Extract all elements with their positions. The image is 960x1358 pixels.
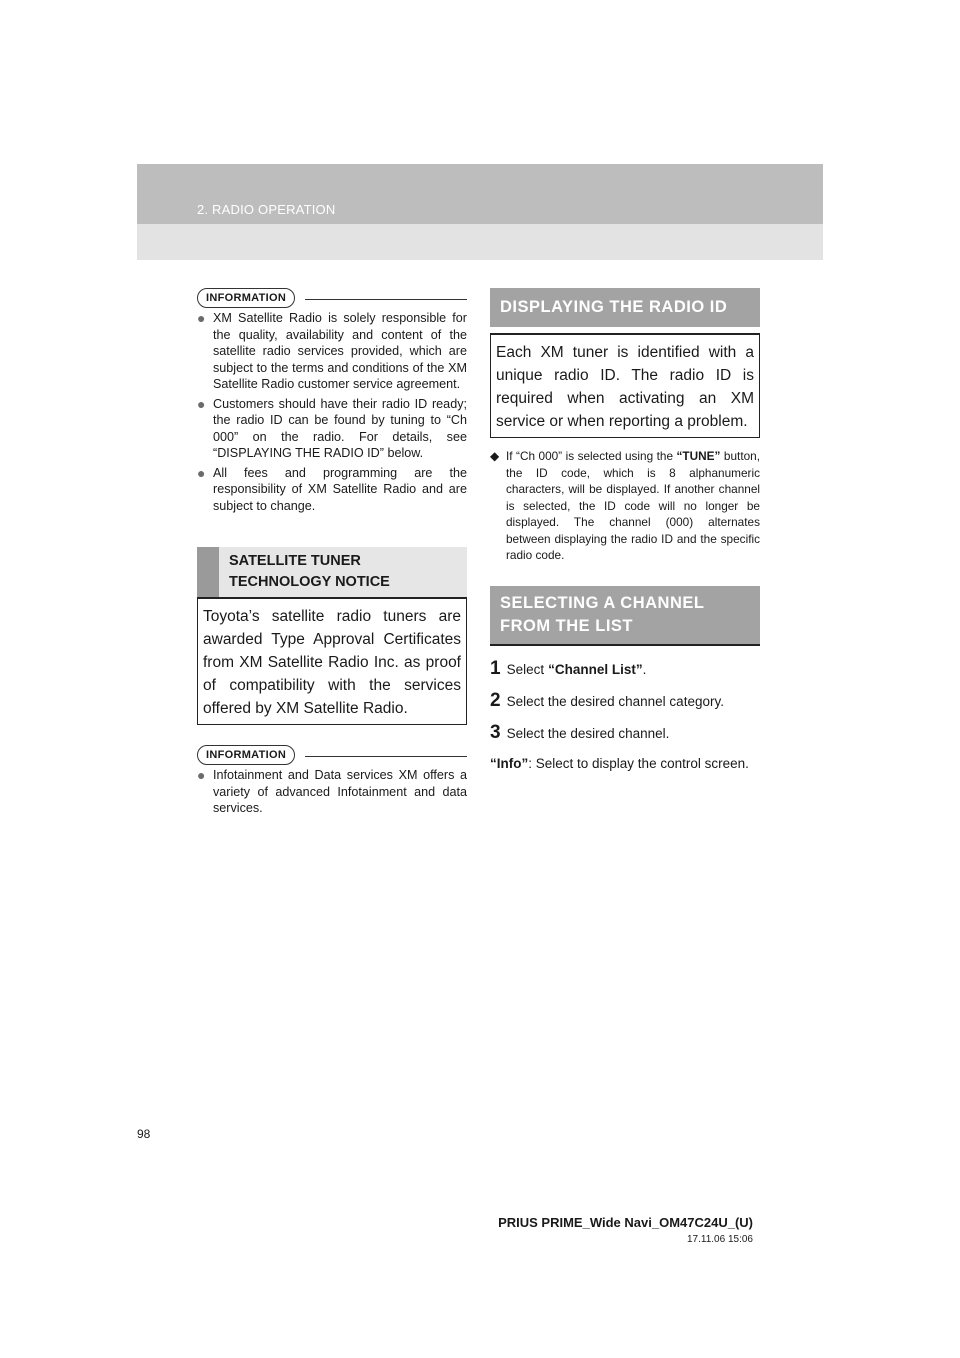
- heading-rule: [490, 644, 760, 646]
- information-rule: [305, 756, 467, 757]
- list-item: ● XM Satellite Radio is solely responsible for the quality, availability and content of the satellite radio services provided, which are subject to the terms and conditions of the XM Satellite Radio customer service agreement.: [197, 310, 467, 391]
- information-box-1: [197, 288, 467, 514]
- radio-id-intro: Each XM tuner is identified with a unique radio ID. The radio ID is required when activating an XM service or when reporting a problem.: [490, 333, 760, 438]
- info-description: “Info”: Select to display the control screen.: [490, 755, 749, 771]
- notice-title-line1: SATELLITE TUNER: [229, 553, 361, 569]
- bullet-icon: ●: [197, 395, 206, 412]
- step-2: 2 Select the desired channel category.: [490, 689, 724, 711]
- list-item: ● All fees and programming are the responsibility of XM Satellite Radio and are subject to change.: [197, 464, 467, 513]
- right-column: [490, 288, 760, 774]
- information-list: [197, 310, 467, 514]
- bullet-icon: ●: [197, 310, 206, 326]
- list-item: ● Customers should have their radio ID ready; the radio ID can be found by tuning to “Ch 000” on the radio. For details, see “DISPLAYING THE RADIO ID” below.: [197, 395, 467, 460]
- notice-heading: [197, 547, 467, 597]
- step-3: 3 Select the desired channel.: [490, 721, 670, 743]
- radio-id-heading: DISPLAYING THE RADIO ID: [490, 288, 760, 327]
- left-column: [197, 288, 467, 820]
- step-1: 1 Select “Channel List” .: [490, 657, 647, 679]
- document-date: 17.11.06 15:06: [687, 1234, 753, 1245]
- section-title: 2. RADIO OPERATION: [197, 202, 336, 217]
- radio-id-note: ◆ If “Ch 000” is selected using the “TUNE” button, the ID code, which is 8 alphanumeric characters, will be displayed. If another channel is selected, the ID code will no longer be displayed. The channel (000) alternates between displaying the radio ID and the specific radio code.: [490, 449, 760, 562]
- document-title: PRIUS PRIME_Wide Navi_OM47C24U_(U): [498, 1215, 753, 1230]
- information-list: [197, 767, 467, 817]
- information-box-2: [197, 745, 467, 817]
- information-badge: INFORMATION: [197, 745, 295, 765]
- header-subband: [137, 224, 823, 260]
- notice-body: Toyota’s satellite radio tuners are awarded Type Approval Certificates from XM Satellite Radio Inc. as proof of compatibility with the services offered by XM Satellite Radio.: [197, 597, 467, 725]
- diamond-bullet-icon: ◆: [490, 449, 500, 463]
- heading-tab: [197, 547, 219, 597]
- page-number: 98: [137, 1127, 151, 1141]
- information-rule: [305, 299, 467, 300]
- information-badge: INFORMATION: [197, 288, 295, 308]
- notice-title-line2: TECHNOLOGY NOTICE: [229, 574, 390, 590]
- channel-list-heading: SELECTING A CHANNEL FROM THE LIST: [490, 586, 760, 644]
- list-item: ● Infotainment and Data services XM offers a variety of advanced Infotainment and data services.: [197, 767, 467, 815]
- bullet-icon: ●: [197, 464, 206, 481]
- bullet-icon: ●: [197, 767, 206, 783]
